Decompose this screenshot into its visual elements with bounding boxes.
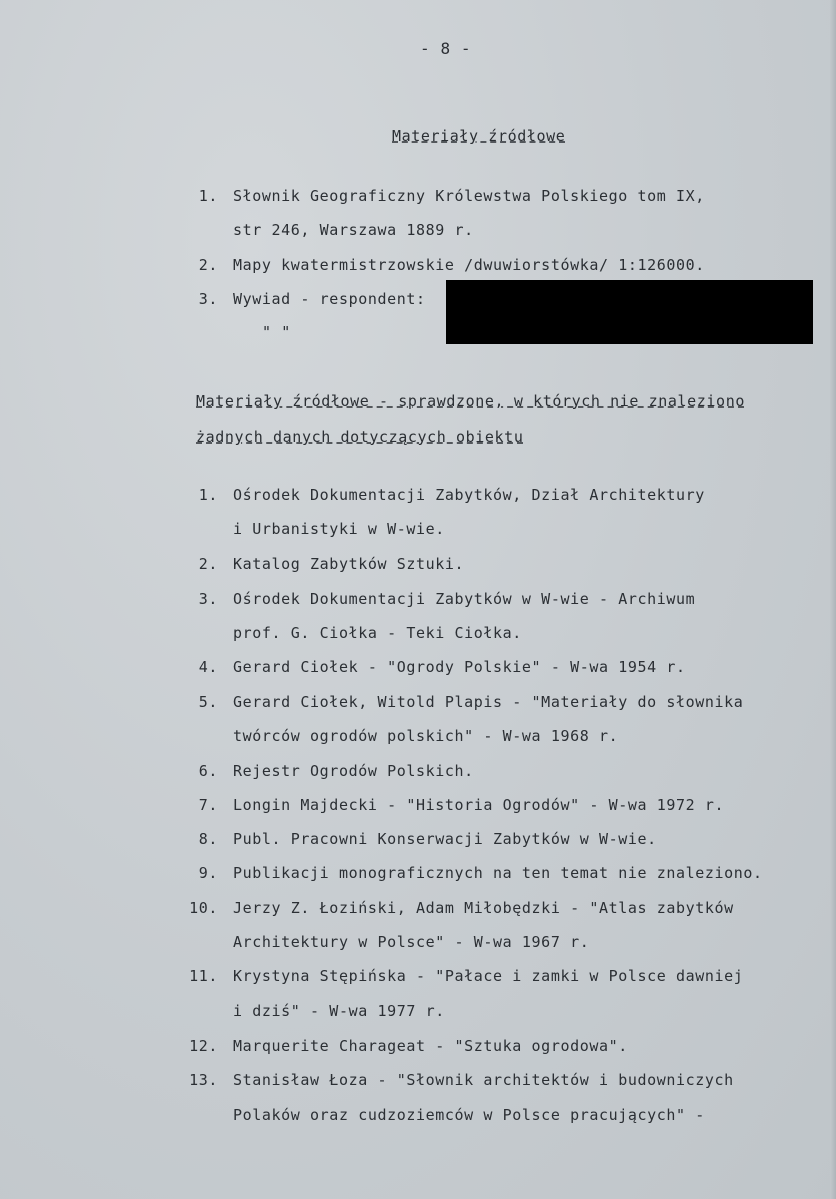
list-item-text: prof. G. Ciołka - Teki Ciołka. xyxy=(233,624,522,642)
list-item-text: Architektury w Polsce" - W-wa 1967 r. xyxy=(233,933,590,951)
list-item-text: Polaków oraz cudzoziemców w Polsce pracujących" - xyxy=(233,1106,705,1124)
page-number: - 8 - xyxy=(420,39,472,58)
list-item-number: 7. xyxy=(198,796,218,814)
list-item-number: 1. xyxy=(198,187,218,205)
list-item-number: 5. xyxy=(198,693,218,711)
list-item-number: 3. xyxy=(198,590,218,608)
section2-heading-line2: żadnych danych dotyczących obiektu xyxy=(196,428,524,446)
list-item-text: Rejestr Ogrodów Polskich. xyxy=(233,762,474,780)
list-item-text: i Urbanistyki w W-wie. xyxy=(233,520,445,538)
list-item-text: Publikacji monograficznych na ten temat nie znaleziono. xyxy=(233,864,763,882)
list-item-text: Słownik Geograficzny Królewstwa Polskiego tom IX, xyxy=(233,187,705,205)
paper-edge xyxy=(830,0,836,1199)
ditto-marks: " " xyxy=(262,323,291,341)
list-item-number: 9. xyxy=(198,864,218,882)
list-item-number: 4. xyxy=(198,658,218,676)
list-item-text: Ośrodek Dokumentacji Zabytków, Dział Architektury xyxy=(233,486,705,504)
list-item-number: 10. xyxy=(189,899,218,917)
list-item-text: Publ. Pracowni Konserwacji Zabytków w W-wie. xyxy=(233,830,657,848)
list-item-text: Longin Majdecki - "Historia Ogrodów" - W-wa 1972 r. xyxy=(233,796,725,814)
list-item-text: Gerard Ciołek, Witold Plapis - "Materiały do słownika xyxy=(233,693,744,711)
list-item-text: Wywiad - respondent: xyxy=(233,290,426,308)
list-item-number: 8. xyxy=(198,830,218,848)
list-item-number: 3. xyxy=(198,290,218,308)
list-item-text: Marquerite Charageat - "Sztuka ogrodowa". xyxy=(233,1037,628,1055)
list-item-number: 6. xyxy=(198,762,218,780)
redaction-box xyxy=(446,280,813,344)
list-item-text: Mapy kwatermistrzowskie /dwuwiorstówka/ 1:126000. xyxy=(233,256,705,274)
list-item-number: 13. xyxy=(189,1071,218,1089)
list-item-text: i dziś" - W-wa 1977 r. xyxy=(233,1002,445,1020)
list-item-text: Jerzy Z. Łoziński, Adam Miłobędzki - "Atlas zabytków xyxy=(233,899,734,917)
list-item-number: 11. xyxy=(189,967,218,985)
list-item-number: 2. xyxy=(198,256,218,274)
list-item-text: Ośrodek Dokumentacji Zabytków w W-wie - Archiwum xyxy=(233,590,696,608)
list-item-text: Stanisław Łoza - "Słownik architektów i budowniczych xyxy=(233,1071,734,1089)
list-item-number: 12. xyxy=(189,1037,218,1055)
section2-heading-line1: Materiały źródłowe - sprawdzone, w których nie znaleziono xyxy=(196,392,745,410)
list-item-number: 1. xyxy=(198,486,218,504)
list-item-text: Katalog Zabytków Sztuki. xyxy=(233,555,465,573)
list-item-text: str 246, Warszawa 1889 r. xyxy=(233,221,474,239)
list-item-text: Krystyna Stępińska - "Pałace i zamki w Polsce dawniej xyxy=(233,967,744,985)
section1-heading: Materiały źródłowe xyxy=(392,127,566,145)
list-item-number: 2. xyxy=(198,555,218,573)
list-item-text: twórców ogrodów polskich" - W-wa 1968 r. xyxy=(233,727,619,745)
list-item-text: Gerard Ciołek - "Ogrody Polskie" - W-wa 1954 r. xyxy=(233,658,686,676)
